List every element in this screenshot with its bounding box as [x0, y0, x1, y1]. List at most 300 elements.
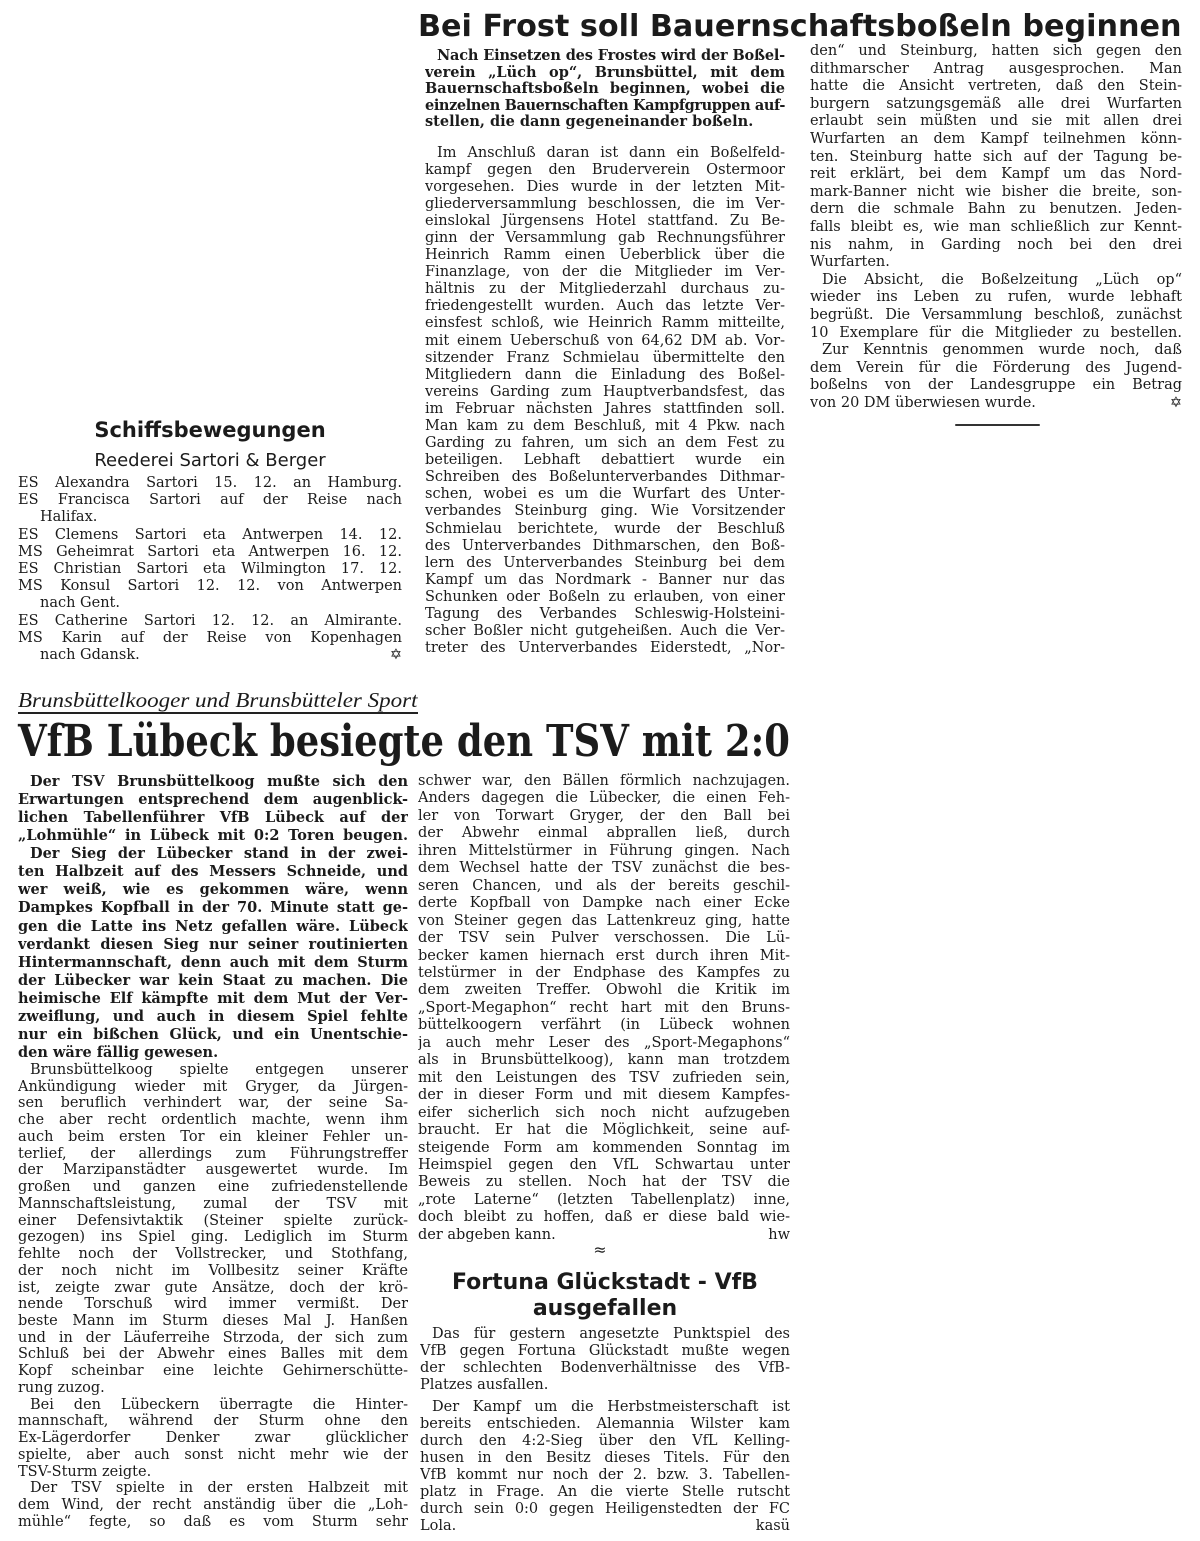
line-text: großen und ganzen eine zufriedenstellende: [18, 1179, 408, 1196]
paragraph: [418, 773, 790, 1244]
line-text: dem Wechsel hatte der TSV zunächst die bes-: [418, 860, 790, 877]
text-line: [18, 1079, 408, 1096]
text-line: [425, 65, 785, 82]
ship-entry-line: [18, 509, 402, 526]
author-signature: ✡: [1169, 394, 1182, 411]
text-line: [425, 298, 785, 315]
line-text: doch bleibt zu hoffen, daß er diese bald wie-: [418, 1209, 790, 1226]
line-text: der TSV sein Pulver verschossen. Die Lü-: [418, 930, 790, 947]
line-text: che aber recht ordentlich machte, wenn ihm: [18, 1112, 408, 1129]
line-text: nach Gent.: [40, 595, 120, 612]
line-text: Der Kampf um die Herbstmeisterschaft ist: [432, 1399, 790, 1415]
line-text: Ex-Lägerdorfer Denker zwar glücklicher: [18, 1430, 408, 1447]
line-text: spielte, aber auch sonst nicht mehr wie der: [18, 1446, 408, 1463]
text-line: [810, 307, 1182, 325]
text-line: [418, 843, 790, 860]
line-text: Schmielau berichtete, wurde der Beschluß: [425, 520, 785, 537]
paragraph: [18, 845, 408, 1062]
text-line: [418, 878, 790, 895]
line-text: Anders dagegen die Lübecker, die einen Feh-: [418, 790, 790, 807]
text-line: [18, 1397, 408, 1414]
line-text: ES Christian Sartori eta Wilmington 17. 12.: [18, 560, 402, 577]
line-text: Kampf um das Nordmark - Banner nur das: [425, 571, 785, 588]
text-line: [18, 1313, 408, 1330]
line-text: der schlechten Bodenverhältnisse des VfB-: [420, 1360, 790, 1376]
text-line: [420, 1518, 790, 1535]
line-text: Heimspiel gegen den VfL Schwartau unter: [418, 1156, 790, 1173]
line-text: Der TSV spielte in der ersten Halbzeit mit: [30, 1480, 408, 1497]
line-text: gliederversammlung beschlossen, die im Ver-: [425, 195, 785, 212]
text-line: [425, 418, 785, 435]
line-text: hatte die Ansicht vertreten, daß den Stein-: [810, 78, 1182, 95]
headline-bosseln: Bei Frost soll Bauernschaftsboßeln beginnen: [418, 9, 1182, 44]
line-text: der Marzipanstädter ausgewertet wurde. Im: [18, 1162, 408, 1179]
article-column: [420, 1326, 790, 1535]
text-line: [418, 1035, 790, 1052]
ship-list: [18, 475, 402, 664]
line-text: Hintermannschaft, denn auch mit dem Sturm: [18, 953, 408, 971]
text-line: [18, 1112, 408, 1129]
text-line: [18, 1447, 408, 1464]
line-text: mühle“ fegte, so daß es vom Sturm sehr: [18, 1513, 408, 1530]
text-line: [425, 98, 785, 115]
line-text: Ankündigung wieder mit Gryger, da Jürgen-: [18, 1078, 408, 1095]
text-line: [810, 96, 1182, 114]
line-text: als in Brunsbüttelkoog), kann man trotzdem: [418, 1052, 790, 1069]
text-line: [18, 1380, 408, 1397]
paragraph: [420, 1399, 790, 1535]
line-text: Zur Kenntnis genommen wurde noch, daß: [822, 342, 1182, 359]
text-line: [418, 790, 790, 807]
line-text: den wäre fällig gewesen.: [18, 1043, 219, 1061]
author-signature: ✡: [389, 646, 402, 663]
text-line: [425, 401, 785, 418]
ship-movements-title: Schiffsbewegungen: [94, 418, 326, 442]
paragraph: [810, 342, 1182, 412]
line-text: VfB kommt nur noch der 2. bzw. 3. Tabellen-: [420, 1467, 790, 1483]
line-text: der Lübecker war kein Staat zu machen. Die: [18, 971, 408, 989]
paragraph: [420, 1326, 790, 1394]
text-line: [418, 1140, 790, 1157]
line-text: 10 Exemplare für die Mitglieder zu bestellen.: [810, 324, 1182, 341]
line-text: VfB gegen Fortuna Glückstadt mußte wegen: [420, 1343, 790, 1359]
text-line: [18, 1280, 408, 1297]
text-line: [810, 360, 1182, 378]
line-text: treter des Unterverbandes Eiderstedt, „Nor-: [425, 640, 785, 657]
line-text: ES Alexandra Sartori 15. 12. an Hamburg.: [18, 475, 402, 491]
line-text: ES Catherine Sartori 12. 12. an Almirante.: [18, 612, 402, 629]
ship-entry-line: [18, 561, 402, 578]
text-line: [18, 1413, 408, 1430]
line-text: terlief, der allerdings zum Führungstreffer: [18, 1145, 408, 1162]
text-line: [18, 1162, 408, 1179]
line-text: bereits entschieden. Alemannia Wilster kam: [420, 1416, 790, 1432]
line-text: dithmarscher Antrag ausgesprochen. Man: [810, 60, 1182, 77]
text-line: [18, 1196, 408, 1213]
line-text: braucht. Er hat die Möglichkeit, seine auf-: [418, 1122, 790, 1139]
line-text: durch den 4:2-Sieg über den VfL Kelling-: [420, 1433, 790, 1449]
text-line: [18, 899, 408, 917]
line-text: nach Gdansk.: [40, 646, 140, 663]
text-line: [420, 1450, 790, 1467]
text-line: [425, 114, 785, 131]
line-text: Brunsbüttelkoog spielte entgegen unserer: [30, 1062, 408, 1078]
line-text: büttelkoogern verfährt (in Lübeck wohnen: [418, 1017, 790, 1034]
line-text: begrüßt. Die Versammlung beschloß, zunächst: [810, 306, 1182, 323]
author-signature: hw: [768, 1226, 790, 1243]
line-text: eifer sicherlich sich noch nicht aufzugeben: [418, 1104, 790, 1121]
text-line: [18, 773, 408, 791]
text-line: [418, 1070, 790, 1087]
text-line: [425, 469, 785, 486]
text-line: [18, 827, 408, 845]
text-line: [18, 1363, 408, 1380]
article-column: [425, 48, 785, 657]
paragraph: [18, 773, 408, 845]
text-line: [810, 237, 1182, 255]
text-line: [418, 1157, 790, 1174]
line-text: mannschaft, während der Sturm ohne den: [18, 1413, 408, 1430]
text-line: [18, 881, 408, 899]
line-text: mark-Banner nicht wie bisher die breite, son-: [810, 183, 1182, 200]
line-text: lichen Tabellenführer VfB Lübeck auf der: [18, 809, 408, 827]
text-line: [420, 1399, 790, 1416]
line-text: Schreiben des Boßelunterverbandes Dithmar-: [425, 469, 785, 486]
text-line: [418, 930, 790, 947]
text-line: [418, 948, 790, 965]
ship-entry-line: [18, 475, 402, 492]
line-text: scher Boßler nicht gutgeheißen. Auch die Ver-: [425, 623, 785, 640]
line-text: seren Chancen, und als der bereits geschil-: [418, 877, 790, 894]
text-line: [810, 342, 1182, 360]
line-text: boßelns von der Landesgruppe ein Betrag: [810, 377, 1182, 394]
ship-entry-line: [18, 595, 402, 612]
text-line: [420, 1360, 790, 1377]
line-text: „rote Laterne“ (letzten Tabellenplatz) inne,: [418, 1191, 790, 1208]
ship-entry-line: [18, 492, 402, 509]
line-text: und in der Läuferreihe Strzoda, der sich zum: [18, 1329, 408, 1346]
line-text: ist, zeigte zwar gute Ansätze, doch der krö-: [18, 1279, 408, 1296]
text-line: [18, 1480, 408, 1497]
text-line: [18, 1129, 408, 1146]
text-line: [418, 808, 790, 825]
line-text: mit einem Ueberschuß von 64,62 DM ab. Vor-: [425, 332, 785, 349]
line-text: von 20 DM überwiesen wurde.: [810, 394, 1036, 411]
text-line: [810, 289, 1182, 307]
line-text: Das für gestern angesetzte Punktspiel des: [432, 1326, 790, 1342]
line-text: gen die Latte ins Netz gefallen wäre. Lübeck: [18, 917, 408, 935]
text-line: [420, 1484, 790, 1501]
line-text: dern die schmale Bahn zu benutzen. Jeden-: [810, 201, 1182, 218]
text-line: [18, 1026, 408, 1044]
line-text: nende Torschuß wird immer vermißt. Der: [18, 1296, 408, 1313]
line-text: auch beim ersten Tor ein kleiner Fehler un-: [18, 1128, 408, 1145]
text-line: [425, 48, 785, 65]
line-text: hältnis zu der Mitgliederzahl durchaus zu-: [425, 281, 785, 298]
line-text: einslokal Jürgensens Hotel stattfand. Zu Be-: [425, 212, 785, 229]
text-line: [420, 1416, 790, 1433]
author-signature: kasü: [755, 1518, 790, 1534]
text-line: [18, 1008, 408, 1026]
ship-entry-line: [18, 578, 402, 595]
line-text: ES Francisca Sartori auf der Reise nach: [18, 492, 402, 509]
line-text: sitzender Franz Schmielau übermittelte den: [425, 349, 785, 366]
line-text: MS Karin auf der Reise von Kopenhagen: [18, 629, 402, 646]
paragraph: [18, 1480, 408, 1530]
text-line: [810, 184, 1182, 202]
text-line: [425, 589, 785, 606]
text-line: [18, 1213, 408, 1230]
text-line: [425, 384, 785, 401]
text-line: [418, 860, 790, 877]
line-text: ja auch mehr Leser des „Sport-Megaphons“: [418, 1034, 790, 1051]
line-text: schen, wobei es um die Wurfart des Unter-: [425, 486, 785, 503]
text-line: [418, 913, 790, 930]
line-text: wieder ins Leben zu rufen, wurde lebhaft: [810, 289, 1182, 306]
line-text: Lola.: [420, 1518, 457, 1534]
line-text: husen in den Besitz dieses Titels. Für den: [420, 1450, 790, 1466]
text-line: [810, 219, 1182, 237]
line-text: telstürmer in der Endphase des Kampfes zu: [418, 964, 790, 981]
text-line: [810, 272, 1182, 290]
line-text: wer weiß, wie es gekommen wäre, wenn: [18, 881, 408, 899]
text-line: [18, 1146, 408, 1163]
line-text: ten. Steinburg hatte sich auf der Tagung be-: [810, 148, 1182, 165]
line-text: der abgeben kann.: [418, 1226, 556, 1243]
text-line: [420, 1433, 790, 1450]
text-line: [425, 435, 785, 452]
line-text: ten Halbzeit auf des Messers Schneide, und: [18, 863, 408, 881]
headline-line: ausgefallen: [532, 1296, 678, 1321]
line-text: beste Mann im Sturm dieses Mal J. Hanßen: [18, 1313, 408, 1330]
line-text: der Abwehr einmal abprallen ließ, durch: [418, 825, 790, 842]
line-text: derte Kopfball von Dampke nach einer Ecke: [418, 895, 790, 912]
line-text: MS Geheimrat Sartori eta Antwerpen 16. 12.: [18, 543, 402, 560]
text-line: [18, 972, 408, 990]
section-kicker: Brunsbüttelkooger und Brunsbütteler Sport: [18, 688, 418, 712]
line-text: Die Absicht, die Boßelzeitung „Lüch op“: [822, 271, 1182, 288]
text-line: [425, 606, 785, 623]
text-line: [420, 1343, 790, 1360]
text-line: [810, 131, 1182, 149]
line-text: lern des Unterverbandes Steinburg bei dem: [425, 554, 785, 571]
text-line: [425, 486, 785, 503]
line-text: Wurfarten an dem Kampf teilnehmen könn-: [810, 130, 1182, 147]
text-line: [18, 791, 408, 809]
text-line: [18, 863, 408, 881]
line-text: nis nahm, in Garding noch bei den drei: [810, 236, 1182, 253]
line-text: den“ und Steinburg, hatten sich gegen den: [810, 43, 1182, 59]
text-line: [18, 1346, 408, 1363]
line-text: Bauernschaftsboßeln beginnen, wobei die: [425, 81, 785, 97]
article-column: [18, 773, 408, 1531]
line-text: verdankt diesen Sieg nur seiner routinierten: [18, 935, 408, 953]
line-text: Schluß bei der Abwehr eines Balles mit dem: [18, 1346, 408, 1363]
line-text: einsfest schloß, wie Heinrich Ramm mitteilte,: [425, 315, 785, 332]
text-line: [810, 113, 1182, 131]
line-text: sen beruflich verhindert war, der seine Sa-: [18, 1095, 408, 1112]
text-line: [18, 845, 408, 863]
text-line: [425, 623, 785, 640]
text-line: [18, 990, 408, 1008]
line-text: beteiligen. Lebhaft debattiert wurde ein: [425, 452, 785, 469]
line-text: der in dieser Form und mit diesem Kampfes-: [418, 1087, 790, 1104]
text-line: [418, 1174, 790, 1191]
line-text: burgern satzungsgemäß alle drei Wurfarten: [810, 95, 1182, 112]
line-text: mit den Leistungen des TSV zufrieden sein,: [418, 1069, 790, 1086]
line-text: dem Wind, der recht anständig über die „Loh-: [18, 1497, 408, 1514]
text-line: [425, 213, 785, 230]
line-text: Man kam zu dem Beschluß, mit 4 Pkw. nach: [425, 418, 785, 434]
line-text: Dampkes Kopfball in der 70. Minute statt ge-: [18, 899, 408, 917]
line-text: durch sein 0:0 gegen Heiligenstedten der FC: [420, 1501, 790, 1517]
line-text: Erwartungen entsprechend dem augenblick-: [18, 791, 408, 809]
text-line: [418, 895, 790, 912]
paragraph: [810, 272, 1182, 342]
line-text: der noch nicht im Vollbesitz seiner Kräfte: [18, 1262, 408, 1279]
line-text: heimische Elf kämpfte mit dem Mut der Ver-: [18, 989, 408, 1007]
text-line: [18, 1330, 408, 1347]
ship-entry-line: [18, 647, 402, 664]
text-line: [810, 78, 1182, 96]
line-text: platz in Frage. An die vierte Stelle rutscht: [420, 1484, 790, 1500]
text-line: [18, 1430, 408, 1447]
text-line: [425, 350, 785, 367]
text-line: [18, 1229, 408, 1246]
line-text: erlaubt sein müßten und sie mit allen drei: [810, 113, 1182, 130]
ship-entry-line: [18, 544, 402, 561]
line-text: friedengestellt wurden. Auch das letzte Ver-: [425, 298, 785, 315]
line-text: Bei den Lübeckern überragte die Hinter-: [30, 1396, 408, 1413]
line-text: Im Anschluß daran ist dann ein Boßelfeld-: [437, 144, 785, 161]
text-line: [425, 247, 785, 264]
line-text: von Steiner gegen das Lattenkreuz ging, hatte: [418, 912, 790, 929]
line-text: Mitgliedern dann die Einladung des Boßel-: [425, 366, 785, 383]
text-line: [418, 1122, 790, 1139]
text-line: [425, 196, 785, 213]
text-line: [425, 315, 785, 332]
text-line: [425, 367, 785, 384]
line-text: dem zweiten Treffer. Obwohl die Kritik im: [418, 982, 790, 999]
text-line: [425, 333, 785, 350]
line-text: einzelnen Bauernschaften Kampfgruppen auf-: [425, 97, 785, 114]
text-line: [18, 1263, 408, 1280]
text-line: [418, 1000, 790, 1017]
line-text: steigende Form am kommenden Sonntag im: [418, 1139, 790, 1156]
line-text: Der Sieg der Lübecker stand in der zwei-: [30, 845, 408, 863]
text-line: [810, 61, 1182, 79]
text-line: [418, 965, 790, 982]
line-text: Kopf scheinbar eine leichte Gehirnerschütte-: [18, 1363, 408, 1380]
line-text: zweiflung, und auch in diesem Spiel fehlte: [18, 1007, 408, 1025]
text-line: [425, 179, 785, 196]
headline-fortuna: [420, 1270, 790, 1322]
text-line: [18, 1497, 408, 1514]
text-line: [425, 264, 785, 281]
article-column: [810, 43, 1182, 412]
paragraph: [810, 43, 1182, 272]
text-line: [425, 640, 785, 657]
text-line: [425, 145, 785, 162]
text-line: [425, 503, 785, 520]
headline-line: Fortuna Glückstadt - VfB: [452, 1270, 758, 1295]
line-text: Heinrich Ramm einen Ueberblick über die: [425, 247, 785, 264]
text-line: [418, 825, 790, 842]
text-line: [810, 377, 1182, 395]
separator-ornament: ≈: [593, 1240, 607, 1259]
text-line: [18, 936, 408, 954]
text-line: [810, 43, 1182, 61]
paragraph: [18, 1397, 408, 1481]
text-line: [425, 281, 785, 298]
text-line: [420, 1467, 790, 1484]
line-text: schwer war, den Bällen förmlich nachzujagen.: [418, 773, 790, 789]
text-line: [425, 162, 785, 179]
text-line: [418, 1087, 790, 1104]
line-text: ginn der Versammlung gab Rechnungsführer: [425, 229, 785, 246]
paragraph: [425, 145, 785, 658]
line-text: nur ein bißchen Glück, und ein Unentschie-: [18, 1025, 408, 1043]
ship-entry-line: [18, 527, 402, 544]
line-text: verbandes Steinburg ging. Wie Vorsitzender: [425, 503, 785, 520]
text-line: [418, 1105, 790, 1122]
line-text: vereins Garding zum Hauptverbandsfest, das: [425, 383, 785, 400]
line-text: Wurfarten.: [810, 254, 890, 271]
line-text: ES Clemens Sartori eta Antwerpen 14. 12.: [18, 526, 402, 543]
line-text: ler von Torwart Gryger, der den Ball bei: [418, 807, 790, 824]
text-line: [418, 773, 790, 790]
text-line: [18, 1464, 408, 1481]
text-line: [810, 166, 1182, 184]
line-text: verein „Lüch op“, Brunsbüttel, mit dem: [425, 64, 785, 81]
text-line: [418, 1209, 790, 1226]
line-text: stellen, die dann gegeneinander boßeln.: [425, 114, 754, 130]
line-text: gezogen) ins Spiel ging. Lediglich im Sturm: [18, 1229, 408, 1246]
text-line: [18, 1514, 408, 1531]
text-line: [418, 982, 790, 999]
line-text: im Februar nächsten Jahres stattfinden soll.: [425, 400, 785, 417]
line-text: „Lohmühle“ in Lübeck mit 0:2 Toren beugen.: [18, 827, 408, 845]
line-text: des Unterverbandes Dithmarschen, den Boß-: [425, 537, 785, 554]
line-text: becker kamen hiernach erst durch ihren Mit-: [418, 947, 790, 964]
line-text: fehlte noch der Vollstrecker, und Stothfang,: [18, 1246, 408, 1263]
headline-vfb-luebeck: VfB Lübeck besiegte den TSV mit 2:0: [18, 716, 790, 767]
line-text: Tagung des Verbandes Schleswig-Holsteini-: [425, 606, 785, 623]
text-line: [420, 1377, 790, 1394]
divider: [955, 424, 1040, 426]
text-line: [420, 1326, 790, 1343]
ship-movements-subtitle: Reederei Sartori & Berger: [94, 450, 326, 471]
line-text: Finanzlage, von der die Mitglieder im Ver-: [425, 264, 785, 281]
text-line: [425, 572, 785, 589]
line-text: falls bleibt es, wie man schließlich zur Kennt-: [810, 218, 1182, 235]
text-line: [810, 254, 1182, 272]
article-column: [418, 773, 790, 1244]
text-line: [18, 1246, 408, 1263]
text-line: [18, 1179, 408, 1196]
line-text: Halifax.: [40, 509, 98, 526]
text-line: [810, 395, 1182, 413]
ship-entry-line: [18, 630, 402, 647]
text-line: [418, 1017, 790, 1034]
line-text: Platzes ausfallen.: [420, 1377, 549, 1393]
text-line: [418, 1052, 790, 1069]
line-text: vorgesehen. Dies wurde in der letzten Mit-: [425, 178, 785, 195]
line-text: dem Verein für die Förderung des Jugend-: [810, 359, 1182, 376]
text-line: [810, 149, 1182, 167]
text-line: [810, 325, 1182, 343]
divider: [18, 712, 418, 714]
